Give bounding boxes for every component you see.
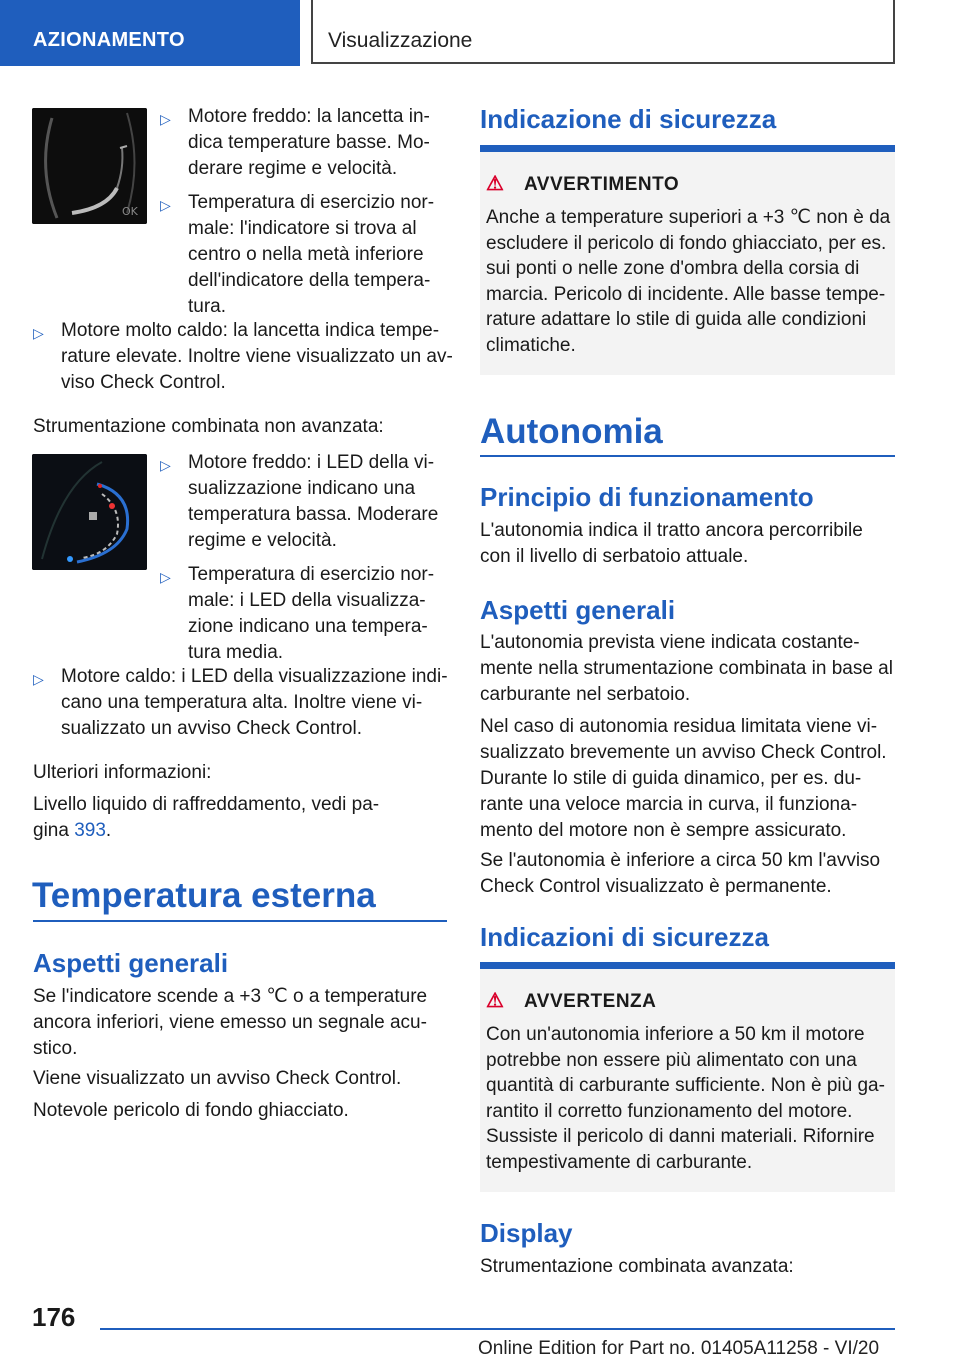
led-gauge-image (32, 454, 147, 570)
paragraph: Se l'indicatore scende a +3 ℃ o a temperature ancora inferiori, viene emesso un segnale acu-stico. (33, 986, 428, 1059)
cold-hot-list-1 (160, 104, 450, 320)
cold-hot-list-2 (160, 450, 450, 666)
warning-box (480, 145, 895, 375)
chapter-title: Visualizzazione (328, 29, 473, 52)
paragraph: Strumentazione combinata non avanzata: (33, 416, 384, 437)
warning-triangle-icon: ⚠ (486, 990, 505, 1012)
further-info-title: Ulteriori informazioni: (33, 762, 212, 783)
heading-principle: Principio di funzionamento (480, 482, 814, 512)
triangle-bullet-icon: ▷ (160, 457, 171, 473)
section-tab (0, 0, 300, 66)
paragraph: Se l'autonomia è inferiore a circa 50 km l'avviso Check Control visualizzato è permanente. (480, 850, 881, 897)
further-info-text: Livello liquido di raffreddamento, vedi pa-gina 393. (33, 794, 380, 841)
warning-title: AVVERTIMENTO (524, 174, 680, 195)
page-link[interactable]: 393 (74, 820, 106, 841)
heading-general: Aspetti generali (33, 948, 229, 978)
footer-edition: Online Edition for Part no. 01405A11258 - VI/20 (478, 1338, 880, 1359)
paragraph: Strumentazione combinata avanzata: (480, 1256, 794, 1277)
heading-safety: Indicazione di sicurezza (480, 104, 777, 134)
list-item-wide: ▷ Motore caldo: i LED della visualizzazione indi-cano una temperatura alta. Inoltre viene vi-sualizzato un avviso Check Control. (33, 666, 448, 739)
triangle-bullet-icon: ▷ (160, 197, 171, 213)
warning-text: Con un'autonomia inferiore a 50 km il motore potrebbe non essere più alimentato con una quantità di carburante sufficiente. Non è più ga-rantito il corretto funzionamento del motore. Sussiste il pericolo di danni materiali. Rifornire tempestivamente di carburante. (486, 1024, 885, 1173)
warning-title: AVVERTENZA (524, 991, 657, 1012)
list-item: ▷ Motore freddo: i LED della vi-sualizzazione indicano una temperatura bassa. Moderare regime e velocità. (160, 452, 439, 551)
heading-rule (33, 920, 447, 922)
triangle-bullet-icon: ▷ (160, 569, 171, 585)
heading-outside-temperature: Temperatura esterna (32, 876, 376, 915)
chapter-tab (311, 0, 895, 64)
warning-triangle-icon: ⚠ (486, 173, 505, 195)
paragraph: Viene visualizzato un avviso Check Control. (33, 1068, 402, 1089)
triangle-bullet-icon: ▷ (33, 671, 44, 687)
gauge-ok-label: OK (122, 205, 138, 218)
paragraph: Nel caso di autonomia residua limitata viene vi-sualizzato brevemente un avviso Check Control. Durante lo stile di guida dinamico, per es. du-rante una veloce marcia in curva, il funziona-mento del motore non è sempre assicurato. (480, 716, 887, 841)
heading-display: Display (480, 1218, 573, 1248)
paragraph: L'autonomia prevista viene indicata costante-mente nella strumentazione combinata in base al carburante nel serbatoio. (480, 632, 893, 705)
list-item: ▷ Temperatura di esercizio nor-male: i LED della visualizza-zione indicano una tempera-tura media. (160, 564, 435, 663)
heading-safety-2: Indicazioni di sicurezza (480, 922, 769, 952)
paragraph: L'autonomia indica il tratto ancora percorribile con il livello di serbatoio attuale. (480, 520, 863, 567)
section-title: AZIONAMENTO (33, 29, 185, 51)
list-item: ▷ Temperatura di esercizio nor-male: l'indicatore si trova al centro o nella metà inferiore dell'indicatore della tempera-tura. (160, 192, 435, 317)
list-item: ▷ Motore freddo: la lancetta in-dica temperature basse. Mo-derare regime e velocità. (160, 106, 430, 179)
footer-rule (100, 1328, 895, 1330)
paragraph: Notevole pericolo di fondo ghiacciato. (33, 1100, 349, 1121)
triangle-bullet-icon: ▷ (33, 325, 44, 341)
warning-box (480, 962, 895, 1192)
heading-general-range: Aspetti generali (480, 595, 676, 625)
warning-bar (480, 145, 895, 152)
list-item-wide: ▷ Motore molto caldo: la lancetta indica tempe-rature elevate. Inoltre viene visualizzato un av-viso Check Control. (33, 320, 453, 393)
warning-text: Anche a temperature superiori a +3 ℃ non è da escludere il pericolo di fondo ghiacciato, per es. sui ponti o nelle zone d'ombra della corsia di marcia. Pericolo di incidente. Alle basse tempe-rature adattare lo stile di guida alle condizioni climatiche. (486, 207, 891, 356)
triangle-bullet-icon: ▷ (160, 111, 171, 127)
heading-rule (480, 455, 895, 457)
page-number: 176 (32, 1302, 76, 1332)
analog-gauge-image (32, 108, 147, 224)
heading-range: Autonomia (480, 412, 663, 451)
warning-bar (480, 962, 895, 969)
